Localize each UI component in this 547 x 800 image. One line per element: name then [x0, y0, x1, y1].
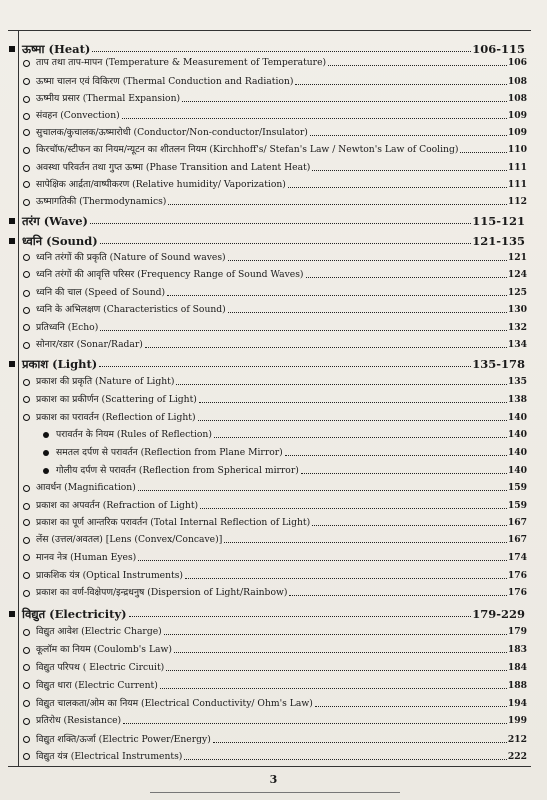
toc-title: प्रतिध्वनि (Echo): [36, 321, 99, 333]
toc-item: [8, 405, 531, 424]
circle-bullet-icon: [22, 626, 30, 638]
dot-leader: [138, 489, 507, 491]
toc-page-number: 124: [507, 268, 527, 280]
toc-title: मानव नेत्र (Human Eyes): [36, 551, 137, 563]
toc-item: [8, 563, 531, 582]
toc-page-number: 121-135: [472, 233, 525, 248]
dot-leader: [224, 541, 507, 543]
dot-leader: [214, 436, 507, 438]
toc-title: प्रकाश का पूर्ण आन्तरिक परावर्तन (Total Internal Reflection of Light): [36, 516, 311, 528]
toc-item: [8, 744, 531, 763]
circle-bullet-icon: [22, 680, 30, 692]
toc-title: प्रकाश का परावर्तन (Reflection of Light): [36, 411, 196, 423]
circle-bullet-icon: [22, 662, 30, 674]
dot-leader: [184, 758, 506, 760]
toc-title: ऊष्मागतिकी (Thermodynamics): [36, 196, 167, 208]
toc-section: [8, 206, 531, 227]
toc-page-number: 125: [507, 287, 527, 299]
dot-leader: [100, 242, 471, 244]
toc-item: [8, 673, 531, 692]
toc-item: [8, 655, 531, 674]
toc-item: [8, 137, 531, 156]
toc-page-number: 135: [507, 376, 527, 388]
toc-title: विद्युत आवेश (Electric Charge): [36, 626, 162, 638]
toc-title: किरचॉफ/स्टीफन का नियम/न्यूटन का शीतलन नियम (Kirchhoff's/ Stefan's Law / Newton's Law of Cooling): [36, 144, 459, 156]
toc-title: ध्वनि (Sound): [22, 233, 98, 248]
toc-item: [8, 86, 531, 105]
toc-title: ध्वनि की चाल (Speed of Sound): [36, 287, 166, 299]
toc-title: समतल दर्पण से परावर्तन (Reflection from Plane Mirror): [56, 446, 283, 458]
toc-title: प्रकाश का वर्ण-विक्षेपण/इन्द्रधनुष (Dispersion of Light/Rainbow): [36, 587, 288, 599]
toc-title: प्रतिरोध (Resistance): [36, 715, 122, 727]
dot-leader: [315, 705, 507, 707]
toc-item: [8, 297, 531, 316]
toc-page-number: 167: [507, 516, 527, 528]
toc-item: [8, 545, 531, 564]
toc-title: गोलीय दर्पण से परावर्तन (Reflection from Spherical mirror): [56, 464, 299, 476]
toc-item: [8, 189, 531, 208]
toc-title: विद्युत धारा (Electric Current): [36, 679, 158, 691]
dot-leader: [228, 259, 507, 261]
toc-subitem: [8, 458, 531, 477]
toc-title: ऊष्मीय प्रसार (Thermal Expansion): [36, 93, 181, 104]
dot-leader: [138, 559, 507, 561]
toc-section: [8, 226, 531, 247]
toc-page-number: 138: [507, 393, 527, 405]
dot-leader: [306, 276, 507, 278]
dot-leader: [164, 633, 507, 635]
dot-leader: [167, 294, 507, 296]
toc-page-number: 106-115: [472, 42, 525, 56]
dot-leader: [123, 722, 507, 724]
toc-title: विद्युत शक्ति/ऊर्जा (Electric Power/Energy): [36, 733, 211, 745]
dot-leader: [288, 186, 507, 188]
toc-title: ध्वनि तरंगों की प्रकृति (Nature of Sound waves): [36, 251, 226, 263]
circle-bullet-icon: [22, 57, 30, 69]
toc-page-number: 167: [507, 534, 527, 546]
toc-page-number: 194: [507, 697, 527, 709]
dot-leader: [312, 524, 507, 526]
dot-leader: [185, 577, 507, 579]
dot-leader: [166, 669, 507, 671]
dot-leader: [129, 615, 472, 617]
toc-section: [8, 349, 531, 370]
toc-title: ऊष्मा चालन एवं विकिरण (Thermal Conduction and Radiation): [36, 75, 294, 87]
toc-title: तरंग (Wave): [22, 214, 88, 229]
circle-bullet-icon: [22, 552, 30, 564]
dot-leader: [182, 100, 507, 102]
page-number: 3: [269, 773, 278, 786]
toc-title: प्रकाश (Light): [22, 357, 98, 372]
toc-item: [8, 315, 531, 334]
dot-leader: [176, 383, 506, 385]
toc-page-number: 135-178: [472, 357, 525, 372]
toc-page-number: 140: [507, 464, 527, 476]
toc-title: ध्वनि के अभिलक्षण (Characteristics of Sound): [36, 304, 226, 316]
toc-page-number: 132: [507, 321, 527, 333]
toc-title: ऊष्मा (Heat): [22, 42, 91, 56]
toc-page-number: 130: [507, 304, 527, 316]
toc-title: प्राकशिक यंत्र (Optical Instruments): [36, 569, 184, 581]
footer-rule: [150, 792, 400, 793]
dot-leader: [289, 594, 506, 596]
toc-page-number: 212: [507, 733, 527, 745]
toc-page-number: 222: [507, 750, 527, 762]
toc-page-number: 134: [507, 339, 527, 351]
toc-page-number: 108: [507, 93, 527, 104]
toc-title: सापेक्षिक आर्द्रता/वाष्पीकरण (Relative humidity/ Vaporization): [36, 178, 286, 190]
contents-frame: [8, 30, 531, 767]
circle-bullet-icon: [22, 394, 30, 406]
toc-page-number: 115-121: [472, 214, 525, 229]
toc-page-number: 184: [507, 661, 527, 673]
toc-title: परावर्तन के नियम (Rules of Reflection): [56, 429, 212, 441]
toc-page-number: 111: [507, 162, 527, 174]
toc-page-number: 179: [507, 626, 527, 638]
toc-page-number: 183: [507, 644, 527, 656]
toc-item: [8, 637, 531, 656]
dot-leader: [460, 151, 506, 153]
dot-leader: [310, 134, 507, 136]
toc-item: [8, 691, 531, 710]
toc-title: लेंस (उत्तल/अवतल) [Lens (Convex/Concave)]: [36, 534, 223, 546]
toc-page-number: 179-229: [472, 607, 525, 622]
toc-item: [8, 387, 531, 406]
toc-item: [8, 580, 531, 599]
toc-item: [8, 369, 531, 388]
dot-leader: [285, 454, 507, 456]
toc-title: कूलॉम का नियम (Coulomb's Law): [36, 644, 172, 656]
circle-bullet-icon: [22, 751, 30, 763]
dot-leader: [174, 651, 507, 653]
toc-page-number: 140: [507, 446, 527, 458]
dot-leader: [100, 329, 507, 331]
toc-title: प्रकाश की प्रकृति (Nature of Light): [36, 376, 175, 388]
toc-title: विद्युत यंत्र (Electrical Instruments): [36, 750, 183, 762]
dot-leader: [228, 311, 507, 313]
toc-title: अवस्था परिवर्तन तथा गुप्त ऊष्मा (Phase Transition and Latent Heat): [36, 162, 311, 174]
toc-page-number: 121: [507, 251, 527, 263]
toc-page-number: 109: [507, 110, 527, 122]
toc-subitem: [8, 422, 531, 441]
toc-item: [8, 280, 531, 299]
toc-title: सुचालक/कुचालक/ऊष्मारोधी (Conductor/Non-conductor/Insulator): [36, 126, 308, 138]
dot-leader: [301, 472, 507, 474]
circle-bullet-icon: [22, 269, 30, 281]
toc-page-number: 174: [507, 551, 527, 563]
circle-bullet-icon: [22, 587, 30, 599]
dot-leader: [160, 687, 507, 689]
dot-leader: [328, 64, 507, 66]
toc-page-number: 159: [507, 482, 527, 494]
toc-page-number: 108: [507, 75, 527, 87]
toc-title: ध्वनि तरंगों की आवृत्ति परिसर (Frequency Range of Sound Waves): [36, 268, 304, 280]
toc-item: [8, 262, 531, 281]
circle-bullet-icon: [22, 715, 30, 727]
toc-page-number: 109: [507, 126, 527, 138]
toc-item: [8, 245, 531, 264]
toc-item: [8, 510, 531, 529]
toc-subitem: [8, 440, 531, 459]
dot-leader: [213, 741, 507, 743]
toc-title: ताप तथा ताप-मापन (Temperature & Measurement of Temperature): [36, 57, 327, 69]
dot-leader: [295, 83, 506, 85]
toc-section: [8, 599, 531, 620]
toc-page-number: 199: [507, 715, 527, 727]
toc-title: विद्युत (Electricity): [22, 607, 127, 622]
toc-page-number: 188: [507, 679, 527, 691]
toc-item: [8, 727, 531, 746]
toc-item: [8, 619, 531, 638]
toc-title: प्रकाश का प्रकीर्णन (Scattering of Light): [36, 393, 197, 405]
toc-page-number: 106: [507, 57, 527, 69]
dot-leader: [168, 203, 506, 205]
dot-leader: [199, 401, 507, 403]
toc-item: [8, 172, 531, 191]
circle-bullet-icon: [22, 482, 30, 494]
toc-title: सोनार/रडार (Sonar/Radar): [36, 339, 143, 351]
toc-page-number: 112: [507, 196, 527, 208]
toc-title: प्रकाश का अपवर्तन (Refraction of Light): [36, 500, 199, 512]
toc-page-number: 176: [507, 587, 527, 599]
toc-title: विद्युत परिपथ ( Electric Circuit): [36, 661, 165, 673]
toc-page-number: 110: [507, 144, 527, 156]
toc-title: विद्युत चालकता/ओम का नियम (Electrical Conductivity/ Ohm's Law): [36, 697, 313, 709]
toc-item: [8, 50, 531, 69]
toc-page-number: 140: [507, 411, 527, 423]
circle-bullet-icon: [22, 144, 30, 156]
toc-page-number: 140: [507, 429, 527, 441]
toc-item: [8, 120, 531, 139]
dot-leader: [198, 419, 507, 421]
toc-item: [8, 527, 531, 546]
filled-dot-icon: [42, 447, 50, 459]
toc-page-number: 111: [507, 178, 527, 190]
toc-title: संवहन (Convection): [36, 110, 120, 122]
toc-item: [8, 69, 531, 88]
toc-item: [8, 708, 531, 727]
dot-leader: [145, 346, 507, 348]
dot-leader: [99, 365, 471, 367]
dot-leader: [90, 222, 471, 224]
toc-page-number: 176: [507, 569, 527, 581]
toc-page-number: 159: [507, 500, 527, 512]
toc-title: आवर्धन (Magnification): [36, 482, 136, 494]
toc-item: [8, 332, 531, 351]
toc-item: [8, 475, 531, 494]
